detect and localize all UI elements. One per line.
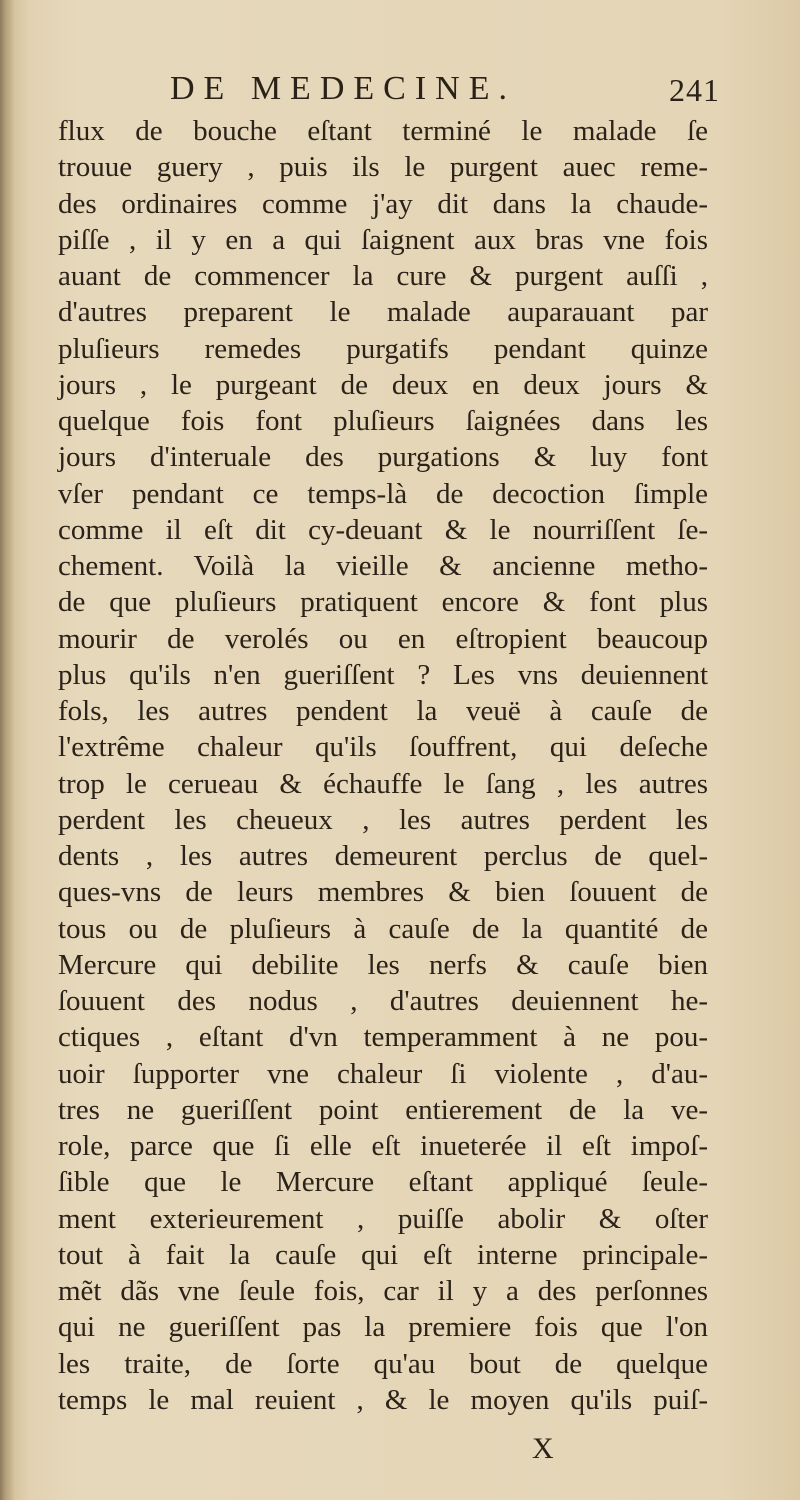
text-line: ment exterieurement , puiſſe abolir & oſter	[58, 1202, 708, 1235]
text-line: role, parce que ſi elle eſt inueterée il eſt impoſ-	[58, 1130, 708, 1162]
text-line: uoir ſupporter vne chaleur ſi violente , d'au-	[58, 1057, 708, 1090]
text-line: d'autres preparent le malade auparauant par	[58, 296, 708, 329]
text-line: auant de commencer la cure & purgent auſſi ,	[58, 260, 708, 292]
text-line: qui ne gueriſſent pas la premiere fois que l'on	[58, 1311, 708, 1344]
text-line: fols, les autres pendent la veuë à cauſe de	[58, 695, 708, 727]
text-line: temps le mal reuient , & le moyen qu'ils puiſ-	[58, 1383, 708, 1416]
running-title: DE MEDECINE.	[170, 70, 516, 107]
signature-mark: X	[532, 1432, 554, 1465]
text-line: quelque fois font pluſieurs ſaignées dans les	[58, 405, 708, 437]
text-line: tout à fait la cauſe qui eſt interne principale-	[58, 1238, 708, 1271]
text-line: piſſe , il y en a qui ſaignent aux bras vne fois	[58, 223, 708, 256]
text-line: l'extrême chaleur qu'ils ſouffrent, qui deſeche	[58, 731, 708, 764]
text-line: chement. Voilà la vieille & ancienne metho-	[58, 550, 708, 582]
text-line: ctiques , eſtant d'vn temperamment à ne pou-	[58, 1021, 708, 1054]
binding-shadow	[0, 0, 14, 1500]
text-line: jours , le purgeant de deux en deux jours &	[58, 368, 708, 401]
body-text	[58, 113, 708, 1418]
text-line: jours d'interuale des purgations & luy font	[58, 441, 708, 474]
text-line: les traite, de ſorte qu'au bout de quelque	[58, 1347, 708, 1380]
text-line: trop le cerueau & échauffe le ſang , les autres	[58, 767, 708, 800]
text-line: plus qu'ils n'en gueriſſent ? Les vns deuiennent	[58, 658, 708, 691]
text-line: des ordinaires comme j'ay dit dans la chaude-	[58, 187, 708, 220]
text-line: flux de bouche eſtant terminé le malade ſe	[58, 115, 708, 147]
text-line: dents , les autres demeurent perclus de quel-	[58, 840, 708, 872]
text-line: de que pluſieurs pratiquent encore & font plus	[58, 586, 708, 619]
text-line: ſible que le Mercure eſtant appliqué ſeule-	[58, 1166, 708, 1199]
text-line: trouue guery , puis ils le purgent auec reme-	[58, 151, 708, 184]
page-number: 241	[669, 72, 720, 108]
text-line: ſouuent des nodus , d'autres deuiennent he-	[58, 985, 708, 1017]
text-line: ques-vns de leurs membres & bien ſouuent de	[58, 876, 708, 909]
text-line: tous ou de pluſieurs à cauſe de la quantité de	[58, 912, 708, 945]
text-line: tres ne gueriſſent point entierement de la ve-	[58, 1093, 708, 1126]
text-line: comme il eſt dit cy-deuant & le nourriſſent ſe-	[58, 513, 708, 546]
text-line: mourir de verolés ou en eſtropient beaucoup	[58, 622, 708, 655]
text-line: Mercure qui debilite les nerfs & cauſe bien	[58, 948, 708, 981]
text-line: pluſieurs remedes purgatifs pendant quinze	[58, 332, 708, 365]
text-line: perdent les cheueux , les autres perdent les	[58, 803, 708, 836]
text-line: vſer pendant ce temps-là de decoction ſimple	[58, 477, 708, 510]
text-line: mẽt dãs vne ſeule fois, car il y a des perſonnes	[58, 1275, 708, 1307]
